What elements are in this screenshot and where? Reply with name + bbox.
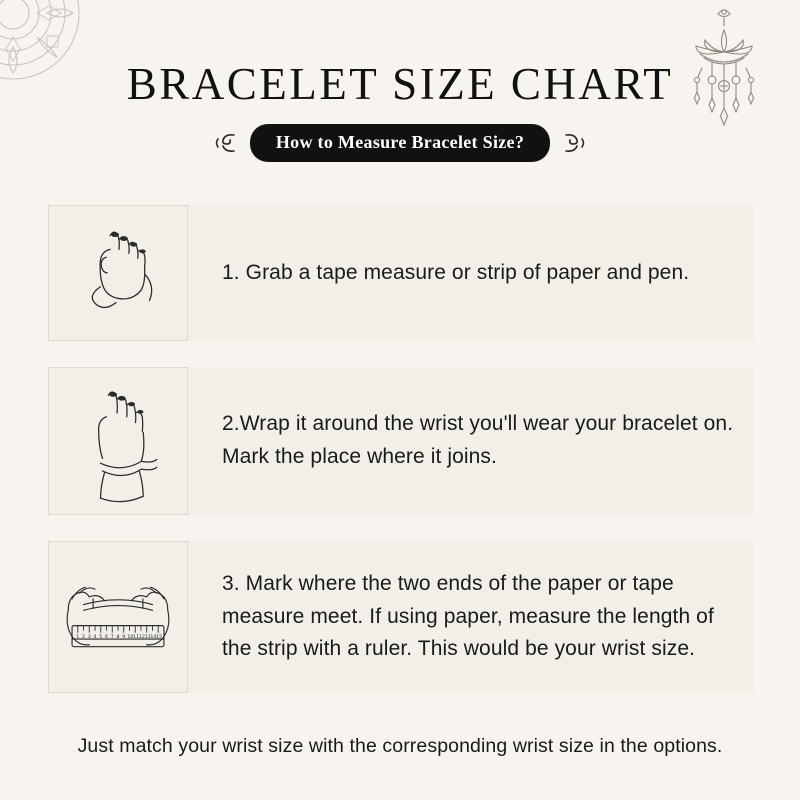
step-illustration-2 [48,367,188,515]
svg-text:13: 13 [144,635,151,641]
hand-holding-tape-line-icon [59,214,177,332]
hands-measuring-ruler-line-icon [51,554,185,680]
step-illustration-3 [48,541,188,693]
step-illustration-1 [48,205,188,341]
subtitle-row [0,124,800,162]
svg-text:9: 9 [122,635,126,641]
list-item [48,367,754,515]
hand-wrapped-tape-line-icon [59,378,177,504]
swirl-flourish-icon [212,130,238,156]
svg-text:10: 10 [127,635,134,641]
steps-list [48,205,754,719]
svg-text:5: 5 [99,635,103,641]
svg-text:6: 6 [104,635,109,641]
page-title: BRACELET SIZE CHART [126,59,674,109]
list-item [48,205,754,341]
svg-text:8: 8 [116,635,120,641]
svg-text:1: 1 [76,635,80,641]
step-text-1: 1. Grab a tape measure or strip of paper and pen. [222,260,690,284]
subtitle-badge: How to Measure Bracelet Size? [250,124,550,162]
swirl-flourish-icon [562,130,588,156]
svg-text:11: 11 [133,635,140,641]
svg-text:7: 7 [110,635,114,641]
list-item [48,541,754,693]
svg-text:15: 15 [156,635,163,641]
svg-text:14: 14 [150,635,157,641]
footer-note: Just match your wrist size with the corresponding wrist size in the options. [77,735,723,757]
svg-text:12: 12 [138,635,145,641]
svg-text:3: 3 [87,635,91,641]
step-text-3: 3. Mark where the two ends of the paper or tape measure meet. If using paper, measure the length of the strip with a ruler. This would be your wrist size. [222,572,714,661]
svg-text:4: 4 [93,635,97,641]
svg-text:2: 2 [82,635,86,641]
step-text-2: 2.Wrap it around the wrist you'll wear your bracelet on. Mark the place where it joins. [222,412,734,468]
